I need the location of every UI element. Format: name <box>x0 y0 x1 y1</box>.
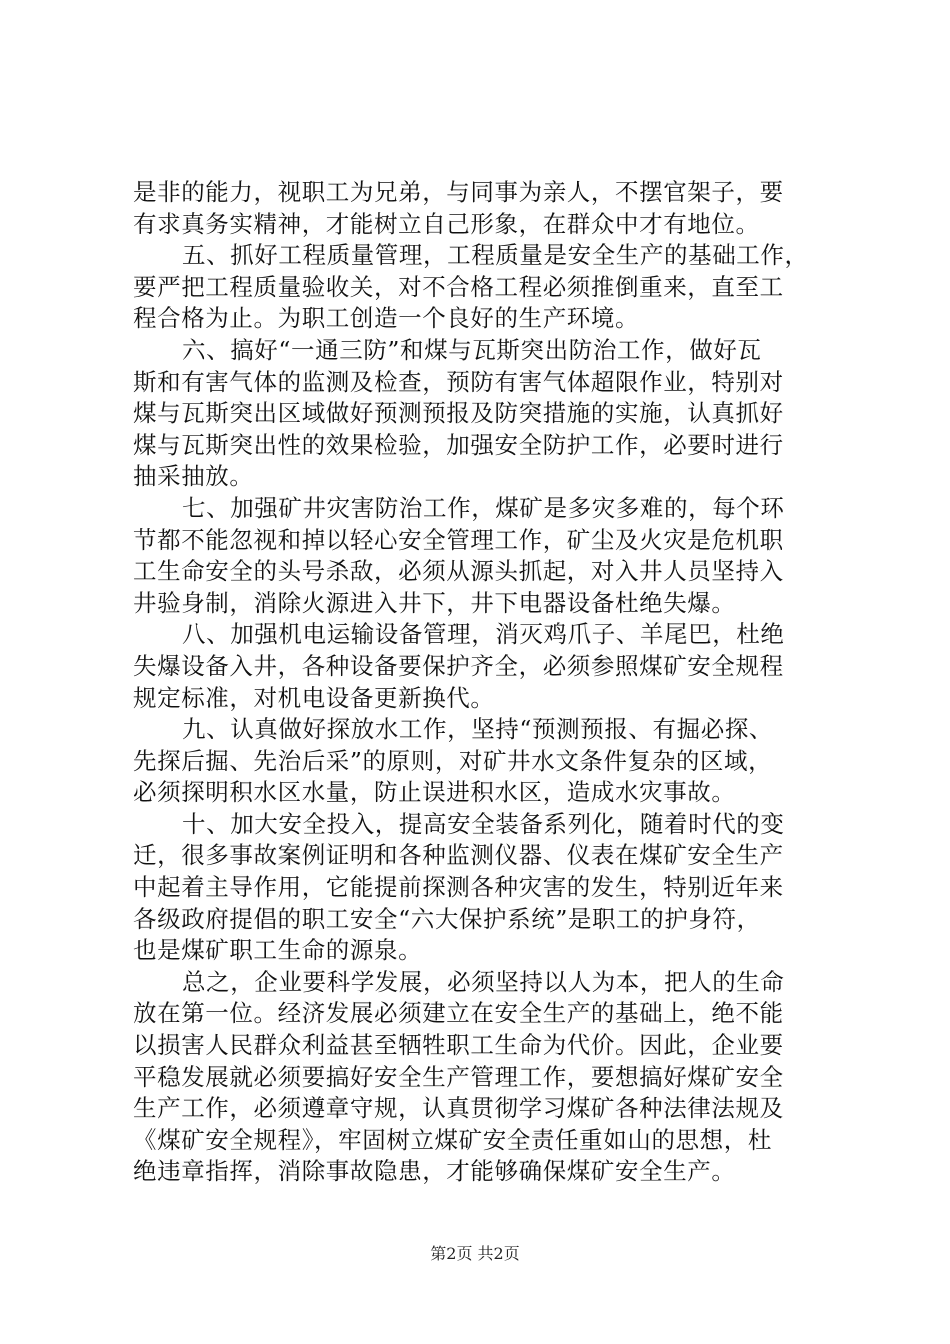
text-line: 中起着主导作用，它能提前探测各种灾害的发生，特别近年来 <box>133 873 784 902</box>
paragraph-first-line: 总之，企业要科学发展，必须坚持以人为本，把人的生命 <box>182 967 785 996</box>
text-line: 工生命安全的头号杀敌，必须从源头抓起，对入井人员坚持入 <box>133 557 784 586</box>
paragraph-first-line: 六、搞好“一通三防”和煤与瓦斯突出防治工作，做好瓦 <box>182 335 762 364</box>
text-line: 必须探明积水区水量，防止误进积水区，造成水灾事故。 <box>133 778 736 807</box>
text-line: 抽采抽放。 <box>133 462 254 491</box>
text-line: 井验身制，消除火源进入井下，井下电器设备杜绝失爆。 <box>133 588 736 617</box>
text-line: 有求真务实精神，才能树立自己形象，在群众中才有地位。 <box>133 209 760 238</box>
text-line: 放在第一位。经济发展必须建立在安全生产的基础上，绝不能 <box>133 999 784 1028</box>
text-line: 各级政府提倡的职工安全“六大保护系统”是职工的护身符， <box>133 904 761 933</box>
text-line: 程合格为止。为职工创造一个良好的生产环境。 <box>133 304 640 333</box>
text-line: 生产工作，必须遵章守规，认真贯彻学习煤矿各种法律法规及 <box>133 1094 784 1123</box>
text-line: 斯和有害气体的监测及检查，预防有害气体超限作业，特别对 <box>133 367 784 396</box>
text-line: 节都不能忽视和掉以轻心安全管理工作，矿尘及火灾是危机职 <box>133 525 784 554</box>
paragraph-first-line: 八、加强机电运输设备管理，消灭鸡爪子、羊尾巴，杜绝 <box>182 620 785 649</box>
text-line: 也是煤矿职工生命的源泉。 <box>133 936 423 965</box>
document-body <box>133 177 845 1188</box>
text-line: 迁，很多事故案例证明和各种监测仪器、仪表在煤矿安全生产 <box>133 841 784 870</box>
text-line: 要严把工程质量验收关，对不合格工程必须推倒重来，直至工 <box>133 272 784 301</box>
text-line: 煤与瓦斯突出区域做好预测预报及防突措施的实施，认真抓好 <box>133 399 784 428</box>
paragraph-first-line: 五、抓好工程质量管理，工程质量是安全生产的基础工作， <box>182 241 809 270</box>
text-line: 煤与瓦斯突出性的效果检验，加强安全防护工作，必要时进行 <box>133 430 784 459</box>
text-line: 《煤矿安全规程》，牢固树立煤矿安全责任重如山的思想，杜 <box>133 1125 772 1154</box>
text-line: 平稳发展就必须要搞好安全生产管理工作，要想搞好煤矿安全 <box>133 1062 784 1091</box>
text-line: 先探后掘、先治后采”的原则，对矿井水文条件复杂的区域， <box>133 746 773 775</box>
page-footer: 第2页 共2页 <box>430 1244 520 1263</box>
text-line: 失爆设备入井，各种设备要保护齐全，必须参照煤矿安全规程 <box>133 651 784 680</box>
text-line: 以损害人民群众利益甚至牺牲职工生命为代价。因此，企业要 <box>133 1031 784 1060</box>
paragraph-first-line: 十、加大安全投入，提高安全装备系列化，随着时代的变 <box>182 809 785 838</box>
text-line: 是非的能力，视职工为兄弟，与同事为亲人，不摆官架子，要 <box>133 178 784 206</box>
paragraph-first-line: 九、认真做好探放水工作，坚持“预测预报、有掘必探、 <box>182 715 774 744</box>
paragraph-first-line: 七、加强矿井灾害防治工作，煤矿是多灾多难的，每个环 <box>182 493 785 522</box>
text-line: 规定标准，对机电设备更新换代。 <box>133 683 495 712</box>
text-line: 绝违章指挥，消除事故隐患，才能够确保煤矿安全生产。 <box>133 1157 736 1186</box>
